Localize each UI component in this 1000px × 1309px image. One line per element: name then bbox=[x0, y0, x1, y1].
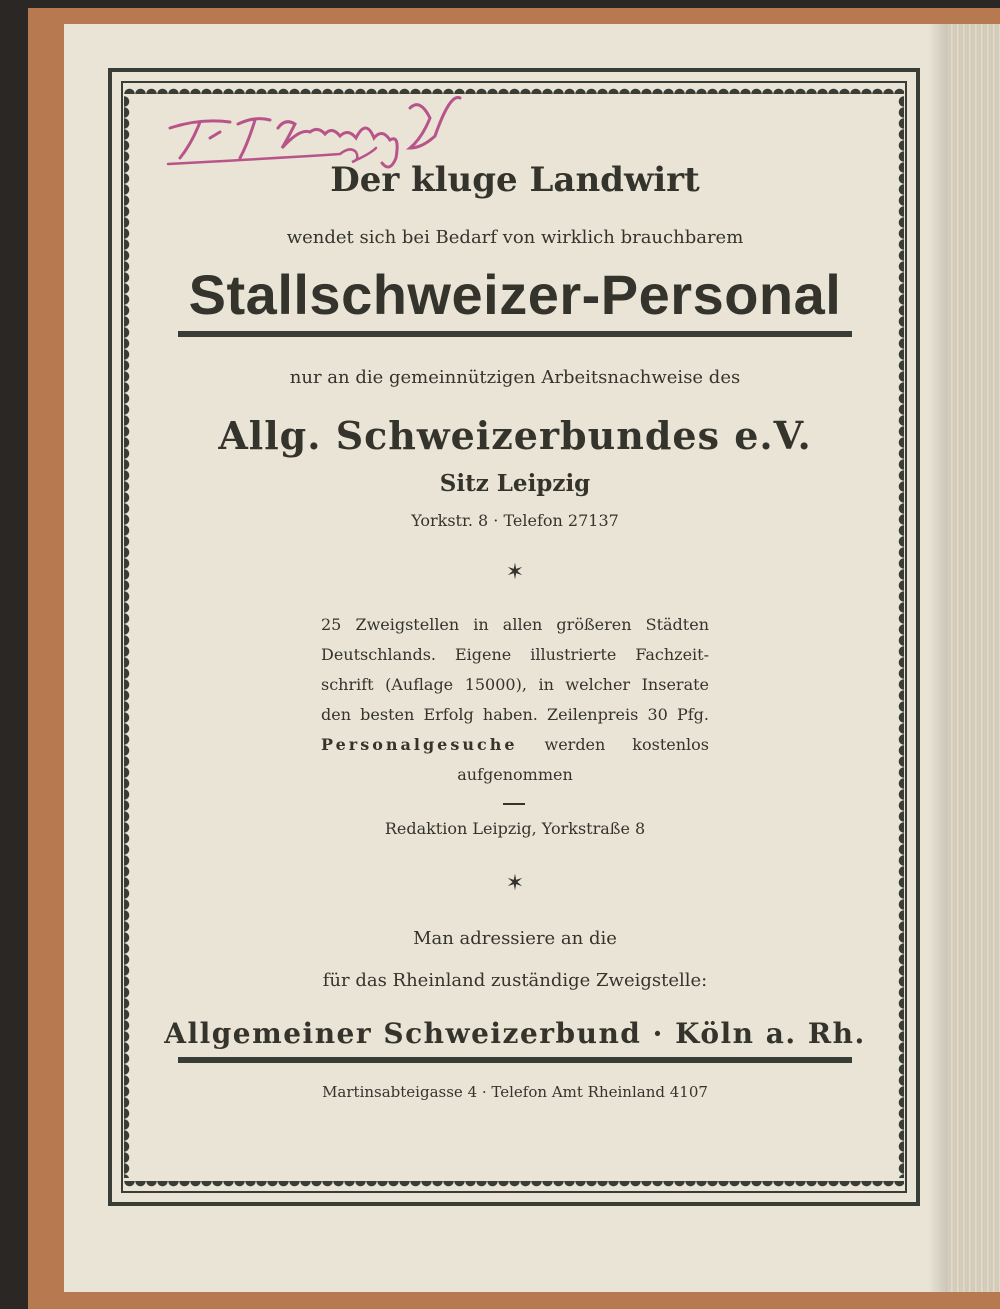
page-edges bbox=[948, 24, 1000, 1292]
border-scallop-right bbox=[894, 96, 904, 1178]
star-ornament: ✶ bbox=[505, 871, 525, 896]
editorial-address: Redaktion Leipzig, Yorkstraße 8 bbox=[384, 819, 646, 838]
intro-text: nur an die gemeinnützigen Arbeitsnachweise des bbox=[289, 367, 741, 388]
divider-rule bbox=[178, 331, 852, 337]
paragraph-line: Deutschlands. Eigene illustrierte Fachzeit- bbox=[321, 645, 709, 664]
paragraph-line: 25 Zweigstellen in allen größeren Städten bbox=[321, 615, 709, 634]
paragraph-line bbox=[321, 730, 709, 760]
branch-address: Martinsabteigasse 4 · Telefon Amt Rheinland 4107 bbox=[322, 1083, 708, 1101]
paragraph-line: aufgenommen bbox=[457, 765, 573, 784]
info-paragraph bbox=[321, 610, 709, 790]
organization-address: Yorkstr. 8 · Telefon 27137 bbox=[411, 511, 619, 530]
paragraph-line: den besten Erfolg haben. Zeilenpreis 30 Pfg. bbox=[321, 705, 709, 724]
paragraph-line: schrift (Auflage 15000), in welcher Inserate bbox=[321, 675, 709, 694]
emphasized-word: Personalgesuche bbox=[321, 735, 518, 754]
headline: Der kluge Landwirt bbox=[330, 160, 700, 200]
branch-name: Allgemeiner Schweizerbund · Köln a. Rh. bbox=[164, 1017, 866, 1050]
border-scallop-left bbox=[124, 96, 134, 1178]
subline: wendet sich bei Bedarf von wirklich brauchbarem bbox=[286, 227, 744, 248]
star-ornament: ✶ bbox=[505, 560, 525, 585]
instruction-line: für das Rheinland zuständige Zweigstelle: bbox=[322, 970, 708, 991]
divider-rule bbox=[178, 1057, 852, 1063]
organization-name: Allg. Schweizerbundes e.V. bbox=[218, 413, 812, 458]
organization-seat: Sitz Leipzig bbox=[439, 470, 591, 497]
main-title: Stallschweizer-Personal bbox=[188, 263, 842, 326]
paragraph-text: werden kostenlos bbox=[544, 735, 709, 754]
instruction-line: Man adressiere an die bbox=[413, 928, 617, 949]
dash-divider bbox=[503, 803, 525, 805]
border-scallop-bottom bbox=[124, 1181, 904, 1191]
